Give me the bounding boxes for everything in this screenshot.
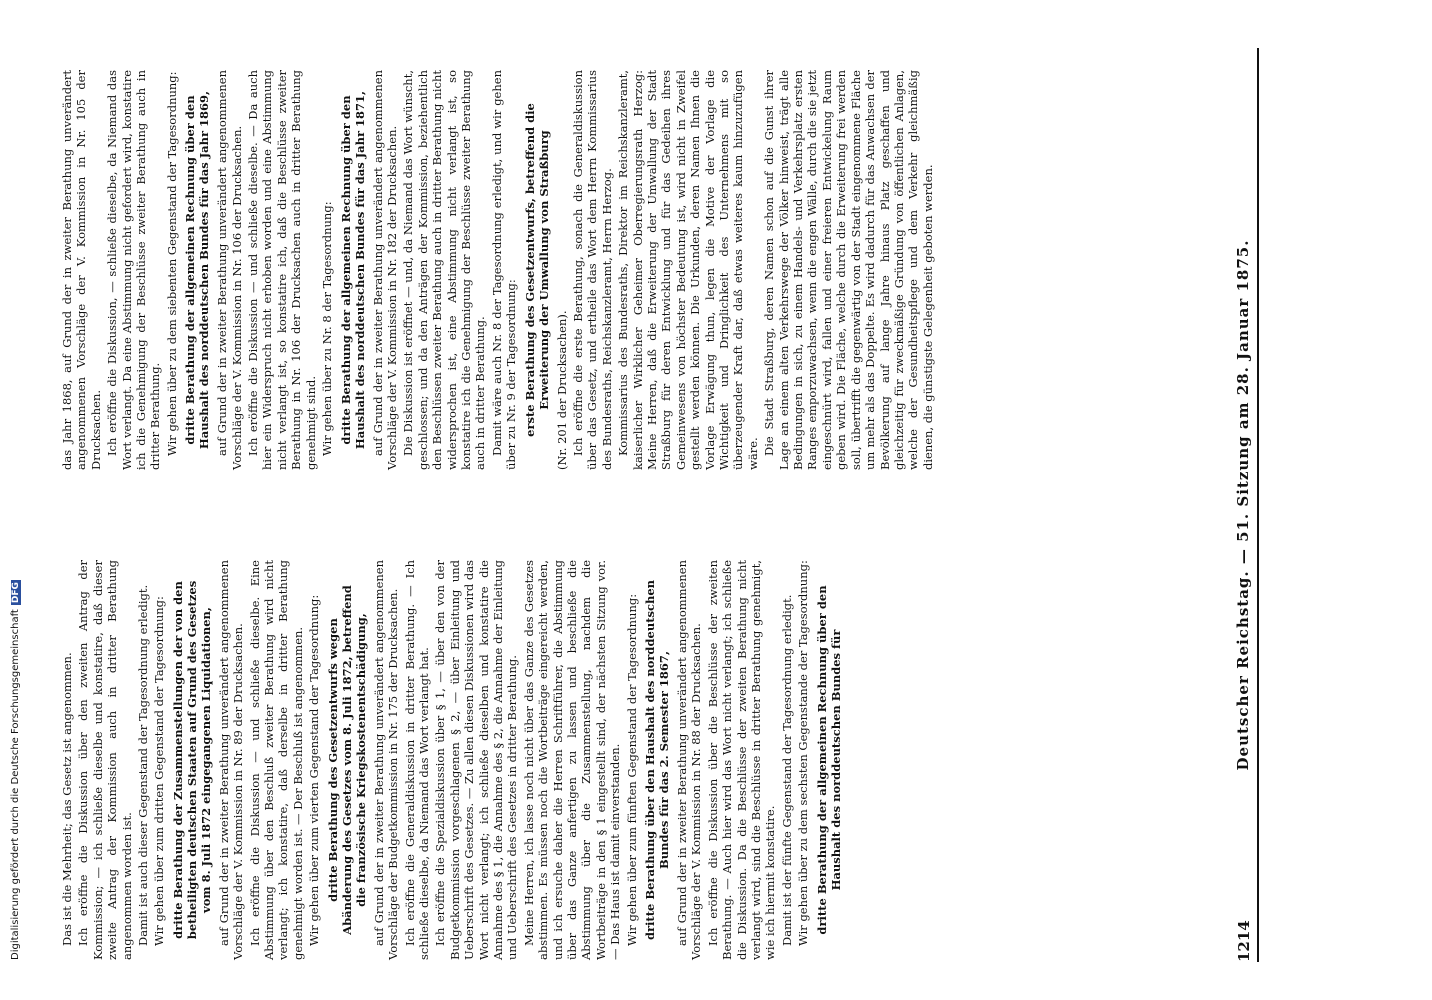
paragraph: Wir gehen über zu Nr. 8 der Tagesordnung: <box>320 201 335 456</box>
paragraph: Wir gehen über zum dritten Gegenstand der Tagesordnung: <box>152 596 167 946</box>
paragraph: Wir gehen über zum fünften Gegenstand der Tagesordnung: <box>624 593 639 946</box>
paragraph: Ich eröffne die Diskussion, — schließe dieselbe, da Niemand das Wort verlangt. Da eine Abstimmung nicht gefordert wird, konstatire ich die Genehmigung der Beschlüsse zweiter Berathung auch in dritter Berathung. <box>105 70 163 470</box>
paragraph: Ich eröffne die erste Berathung, sonach die Generaldiskussion über das Gesetz, und ertheile das Wort dem Herrn Kommissarius des Bundesraths, Reichskanzleramt, Herrn Herzog. <box>570 70 614 470</box>
footer-credit <box>10 580 21 960</box>
paragraph: Wir gehen über zu dem siebenten Gegenstand der Tagesordnung: <box>164 71 179 456</box>
agenda-heading: dritte Berathung der allgemeinen Rechnung über den Haushalt des norddeutschen Bundes für das Jahr 1869, <box>183 90 212 450</box>
paragraph: auf Grund der in zweiter Berathung unverändert angenommenen Vorschläge der V. Kommission in Nr. 89 der Drucksachen. <box>216 560 246 960</box>
paragraph: Damit ist der fünfte Gegenstand der Tagesordnung erledigt. <box>779 594 794 946</box>
paragraph: Ich eröffne die Generaldiskussion in dritter Berathung. — Ich schließe dieselbe, da Niemand das Wort verlangt hat. <box>402 560 431 960</box>
agenda-heading: dritte Berathung des Gesetzentwurfs wegen Abänderung des Gesetzes vom 8. Juli 1872, betreffend die französische Kriegskostenentschädigung, <box>325 585 368 935</box>
paragraph: Damit wäre auch Nr. 8 der Tagesordnung erledigt, und wir gehen über zu Nr. 9 der Tagesordnung: <box>489 70 519 470</box>
left-column <box>60 560 1220 960</box>
agenda-heading: dritte Berathung der Zusammenstellungen der von den betheiligten deutschen Staaten auf Grund des Gesetzes vom 8. Juli 1872 eingegangenen Liquidationen, <box>170 580 213 940</box>
paragraph: Ich eröffne die Diskussion — und schließe dieselbe. — Da auch hier ein Widerspruch nicht erhoben worden und eine Abstimmung nicht verlangt ist, so konstatire ich, daß die Beschlüsse zweiter Berathung in Nr. 106 der Drucksachen auch in dritter Berathung genehmigt sind. <box>246 70 318 470</box>
agenda-heading: erste Berathung des Gesetzentwurfs, betreffend die Erweiterung der Umwallung von Straßburg <box>522 103 551 437</box>
page-number: 1214 <box>1235 920 1253 962</box>
paragraph: auf Grund der in zweiter Berathung unverändert angenommenen Vorschläge der V. Kommission in Nr. 182 der Drucksachen. <box>370 70 399 470</box>
paragraph: das Jahr 1868, auf Grund der in zweiter Berathung unverändert angenommenen Vorschläge der V. Kommission in Nr. 105 der Drucksachen. <box>60 70 103 470</box>
agenda-heading: dritte Berathung der allgemeinen Rechnung über den Haushalt des norddeutschen Bundes für <box>814 585 843 935</box>
paragraph: Ich eröffne die Diskussion über den zweiten Antrag der Kommission; — ich schließe dieselbe und konstatire, daß dieser zweite Antrag der Kommission auch in dritter Berathung angenommen worden ist. <box>76 560 134 960</box>
paragraph: Die Stadt Straßburg, deren Namen schon auf die Gunst ihrer Lage an einem alten Verkehrswege der Völker hinweist, trägt alle Bedingungen in sich, zu einem Handels- und Verkehrsplatz ersten Ranges emporzuwachsen, wenn die engen Wälle, durch die sie jetzt eingeschnürt wird, fallen und einer freieren Entwickelung Raum geben wird. Die Fläche, welche durch die Erweiterung frei werden soll, übertrifft die gegenwärtig von der Stadt eingenommene Fläche um mehr als das Doppelte. Es wird dadurch für das Anwachsen der Bevölkerung auf lange Jahre hinaus Platz geschaffen und gleichzeitig für zweckmäßige Gründung von öffentlichen Anlagen, welche der Gesundheitspflege und dem Verkehr gleichmäßig dienen, die günstigste Gelegenheit geboten werden. <box>762 70 935 470</box>
paragraph: Meine Herren, ich lasse noch nicht über das Ganze des Gesetzes abstimmen. Es müssen noch die Wortbeiträge eingereicht werden, und ich ersuche daher die Herren Schriftführer, die Abstimmung über das Ganze anfertigen zu lassen und beschließe die Abstimmung über die Zusammenstellung, nachdem die Wortbeiträge in den § 1 eingestellt sind, der nächsten Sitzung vor. — Das Haus ist damit einverstanden. <box>521 560 623 960</box>
paragraph: Ich eröffne die Diskussion über die Beschlüsse der zweiten Berathung. — Auch hier wird das Wort nicht verlangt; ich schließe die Diskussion. Da die Beschlüsse der zweiten Berathung nicht verlangt wird, sind die Beschlüsse in dritter Berathung genehmigt, wie ich hiermit konstatire. <box>705 560 778 960</box>
header-title: Deutscher Reichstag. — 51. Sitzung am 28. Januar 1875. <box>1234 239 1252 771</box>
paragraph: auf Grund der in zweiter Berathung unverändert angenommenen Vorschläge der V. Kommission in Nr. 106 der Drucksachen. <box>215 70 244 470</box>
dfg-logo: DFG <box>11 582 21 604</box>
paragraph: Kommissarius des Bundesraths, Direktor im Reichskanzleramt, kaiserlicher Wirklicher Geheimer Oberregierungsrath Herzog: Meine Herren, daß die Erweiterung der Umwallung der Stadt Straßburg für deren Entwicklung und für das Gedeihen ihres Gemeinwesens von höchster Bedeutung ist, wird nicht in Zweifel gestellt werden können. Die Urkunden, deren Namen Ihnen die Vorlage Erwägung thun, legen die Motive der Vorlage die Wichtigkeit und Dringlichkeit des Unternehmens mit so überzeugender Kraft dar, daß etwas weiteres kaum hinzuzufügen wäre. <box>616 70 760 470</box>
paragraph: Damit ist auch dieser Gegenstand der Tagesordnung erledigt. <box>136 584 151 946</box>
paragraph: auf Grund der in zweiter Berathung unverändert angenommenen Vorschläge der V. Kommission in Nr. 88 der Drucksachen. <box>675 560 704 960</box>
paragraph: Die Diskussion ist eröffnet — und, da Niemand das Wort wünscht, geschlossen; und da den Anträgen der Kommission, beziehentlich den Beschlüssen zweiter Berathung auch in dritter Berathung nicht widersprochen ist, eine Abstimmung nicht verlangt ist, so konstatire ich die Genehmigung der Beschlüsse zweiter Berathung auch in dritter Berathung. <box>401 70 488 470</box>
footer-text: Digitalisierung gefördert durch die Deutsche Forschungsgemeinschaft <box>10 609 21 960</box>
paragraph: (Nr. 201 der Drucksachen). <box>554 310 569 470</box>
paragraph: auf Grund der in zweiter Berathung unverändert angenommenen Vorschläge der Budgetkommission in Nr. 175 der Drucksachen. <box>371 560 401 960</box>
right-column <box>60 70 1220 470</box>
paragraph: Wir gehen über zum vierten Gegenstand der Tagesordnung: <box>307 594 322 946</box>
paragraph: Ich eröffne die Spezialdiskussion über § 1, — über den von der Budgetkommission vorgeschlagenen § 2, — über Einleitung und Ueberschrift des Gesetzes. — Zu allen diesen Diskussionen wird das Wort nicht verlangt; ich schließe dieselben und konstatire die Annahme des § 1, die Annahme des § 2, die Annahme der Einleitung und Ueberschrift des Gesetzes in dritter Berathung. <box>433 560 520 960</box>
agenda-heading: dritte Berathung der allgemeinen Rechnung über den Haushalt des norddeutschen Bundes für das Jahr 1871, <box>338 90 367 450</box>
agenda-heading: dritte Berathung über den Haushalt des norddeutschen Bundes für das 2. Semester 1867, <box>643 579 671 941</box>
paragraph: Ich eröffne die Diskussion — und schließe dieselbe. Eine Abstimmung über den Beschluß zweiter Berathung wird nicht verlangt; ich konstatire, daß derselbe in dritter Berathung genehmigt worden ist. — Der Beschluß ist angenommen. <box>247 560 305 960</box>
paragraph: Wir gehen über zu dem sechsten Gegenstande der Tagesordnung: <box>796 560 811 946</box>
running-header <box>1229 48 1259 962</box>
paragraph: Das ist die Mehrheit; das Gesetz ist angenommen. <box>60 652 74 946</box>
